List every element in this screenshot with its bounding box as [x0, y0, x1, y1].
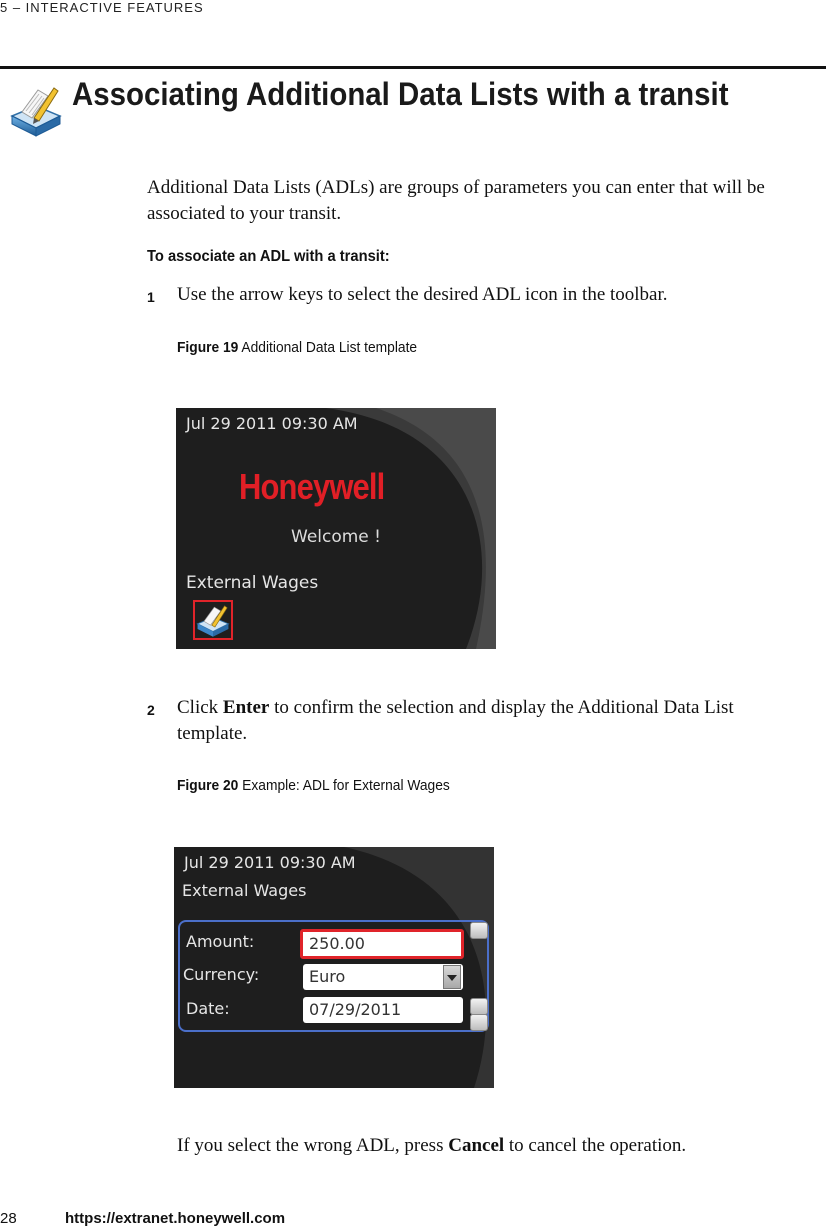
- adl-name: External Wages: [186, 573, 319, 593]
- date-label: Date:: [186, 999, 230, 1018]
- adl-notepad-icon: [8, 82, 64, 138]
- footer-link[interactable]: https://extranet.honeywell.com: [65, 1210, 286, 1227]
- cancel-key-label: Cancel: [448, 1135, 505, 1156]
- adl-notepad-icon: [195, 602, 231, 638]
- procedure-title: To associate an ADL with a transit:: [147, 248, 390, 265]
- scroll-up-button[interactable]: [470, 922, 488, 939]
- figure-caption-text: Example: ADL for External Wages: [238, 777, 450, 794]
- screen-datetime: Jul 29 2011 09:30 AM: [186, 414, 358, 433]
- figure-caption: [177, 777, 450, 794]
- scroll-down-button[interactable]: [470, 1014, 488, 1031]
- step-text: [177, 695, 807, 747]
- final-note-suffix: to cancel the operation.: [504, 1135, 687, 1156]
- device-screen-welcome: [176, 408, 496, 649]
- step-text-suffix: to confirm the selection and display the Additional Data List template.: [177, 697, 734, 744]
- step-text: Use the arrow keys to select the desired ADL icon in the toolbar.: [177, 284, 668, 305]
- currency-select[interactable]: [303, 964, 463, 990]
- currency-value: Euro: [309, 967, 346, 986]
- enter-key-label: Enter: [222, 697, 270, 718]
- amount-field[interactable]: 250.00: [300, 929, 464, 959]
- figure-caption: [177, 339, 417, 356]
- currency-label: Currency:: [183, 965, 260, 984]
- header-rule: [0, 66, 826, 69]
- section-title: Associating Additional Data Lists with a transit: [72, 76, 729, 112]
- figure-label: Figure 20: [177, 777, 239, 794]
- step-number: 1: [147, 289, 155, 305]
- screen-datetime: Jul 29 2011 09:30 AM: [184, 853, 356, 872]
- step-number: 2: [147, 702, 155, 718]
- adl-name: External Wages: [182, 881, 307, 900]
- amount-label: Amount:: [186, 932, 255, 951]
- brand-logo: Honeywell: [239, 466, 385, 507]
- toolbar-adl-button[interactable]: [193, 600, 233, 640]
- step-text-prefix: Click: [177, 697, 223, 718]
- scroll-thumb[interactable]: [470, 998, 488, 1015]
- welcome-text: Welcome !: [291, 527, 381, 547]
- intro-paragraph: Additional Data Lists (ADLs) are groups of parameters you can enter that will be associated to your transit.: [147, 177, 765, 224]
- final-note: [177, 1133, 817, 1159]
- figure-caption-text: Additional Data List template: [238, 339, 418, 356]
- chapter-header: 5 – INTERACTIVE FEATURES: [0, 0, 204, 15]
- chevron-down-icon[interactable]: [443, 965, 461, 989]
- final-note-prefix: If you select the wrong ADL, press: [177, 1135, 449, 1156]
- date-field[interactable]: 07/29/2011: [303, 997, 463, 1023]
- adl-form-panel: [178, 920, 489, 1032]
- page-number: 28: [0, 1210, 17, 1227]
- device-screen-adl-form: [174, 847, 494, 1088]
- figure-label: Figure 19: [177, 339, 239, 356]
